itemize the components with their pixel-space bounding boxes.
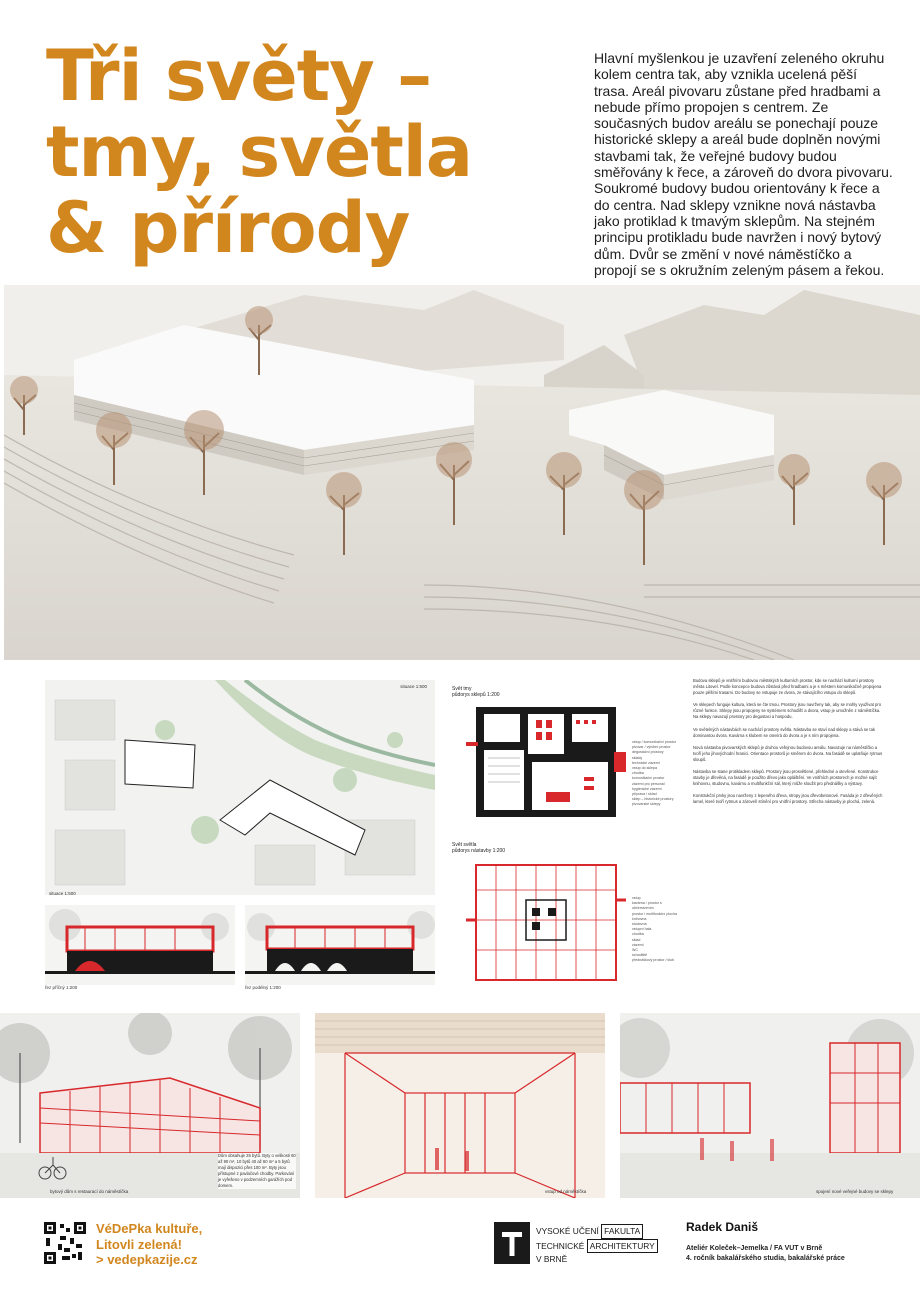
description-paragraph: Konstrukční prvky jsou navrženy z lepeného dřeva, stropy jsou dřevobetonové. Fasáda je z dřevěných lamel, které tvoří rytmus a zároveň stínění pro vnitřní prostory. Střecha nástavby je plochá, zelená. xyxy=(693,793,883,805)
poster-title xyxy=(46,35,566,269)
plan-cellars-legend: vstup / komunikační prostor pivovar / výrobní prostor degustační prostory sklady technické zázemí vstup do sklepa chodba komunikační prostor zázemí pro personál hygienické zázemí příprava / sklad sklep – historické prostory pivovarské sklepy xyxy=(632,740,676,807)
slogan-line-1: VéDePka kultuře, xyxy=(96,1221,203,1236)
website-link[interactable]: > vedepkazije.cz xyxy=(96,1252,198,1267)
section-cross xyxy=(45,905,235,990)
logo-text: VYSOKÉ UČENÍ FAKULTA TECHNICKÉ ARCHITEKTURY V BRNĚ xyxy=(536,1224,658,1266)
plan-addition-title: Svět světla půdorys nástavby 1:200 xyxy=(452,842,506,854)
plan-addition-legend: vstup kavárna / prostor s občerstvením prostor / multifunkční plocha knihovna studovna vstupní hala chodba sklad zázemí WC schodiště přednáškový prostor / klub xyxy=(632,896,677,963)
section-cross-caption: řez příčný 1:200 xyxy=(45,985,78,990)
section-long-caption: řez podélný 1:200 xyxy=(245,985,281,990)
render-connection xyxy=(620,1013,920,1198)
affiliation: Ateliér Koleček–Jemelka / FA VUT v Brně 4. ročník bakalářského studia, bakalářské práce xyxy=(686,1245,845,1262)
render-connection-caption: spojení nové veřejné budovy se sklepy xyxy=(816,1189,894,1194)
intro-text: Hlavní myšlenkou je uzavření zeleného okruhu kolem centra tak, aby vznikla ucelená pěší trasa. Areál pivovaru zůstane před hradbami a nebude přímo propojen s centrem. Ze současných budov areálu se ponechají pouze historické sklepy a areál bude doplněn novými stavbami tak, že veřejné budovy budou směřovány k řece, a zároveň do dvora pivovaru. Soukromé budovy budou orientovány k řece a do centra. Nad sklepy vznikne nová nástavba jako protiklad k tmavým sklepům. Na stejném principu protikladu bude navržen i nový bytový dům. Dvůr se změní v nové náměstíčko a propojí se s okružním zeleným pásem a řekou. xyxy=(594,50,893,278)
plan-cellars xyxy=(446,680,686,830)
render-housing-text: Dům obsahuje 25 bytů. Byty o velikosti 60 až 90 m², 10 bytů 40 až 60 m² a 5 bytů mají dispozici přes 100 m². Byty jsou přístupné z pavlačové chodby. Parkování je vyřešeno v podzemních garážích pod domem. xyxy=(218,1153,296,1188)
vut-logo-icon xyxy=(494,1222,530,1264)
description-paragraph: Nástavba se stane protikladem sklepů. Prostory jsou prosvětlené, přehledné a otevřené. Konstrukce stavby je dřevěná, na fasádě je použito dřevo jako opláštění. Ve vnitřních prostorech je možné najít knihovnu, studovnu, kavárnu a multifunkční sál, který může sloužit pro přednášky a výstavy. xyxy=(693,769,879,787)
render-housing xyxy=(0,1013,300,1198)
description-paragraph: Nová nástavba pivovarských sklepů je druhou veřejnou budovou areálu. Navazuje na náměstíčko a tvoří jeho jihovýchodní hranici. Orientace prostorů je směrem do dvora. Na fasádě se uplatňuje rytmus sloupů. xyxy=(693,744,883,762)
qr-code-icon[interactable] xyxy=(44,1222,86,1264)
title-line-1: Tři světy – xyxy=(46,35,432,117)
situation-scale-top: situace 1:500 xyxy=(400,684,427,689)
description-paragraph: Budova sklepů je vnitřním budovou městských kulturních prostor, kde se nachází kulturní prostory města Litovel. Podle koncepce budova zůstává před hradbami a je s městem komunikačně propojena pouze pěšími trasami. Do budovy se vstupuje ze dvora, ze stávajícího vstupu do sklepů. xyxy=(693,678,882,696)
section-long xyxy=(245,905,435,990)
slogan xyxy=(96,1221,202,1268)
render-entrance-caption: vstup od náměstíčka xyxy=(545,1189,587,1194)
situation-scale-bottom: situace 1:500 xyxy=(49,891,76,895)
site-plan xyxy=(45,680,435,895)
plan-addition xyxy=(446,840,686,990)
model-photo xyxy=(4,285,920,660)
slogan-line-2: Litovli zelená! xyxy=(96,1236,182,1252)
title-line-2: tmy, světla xyxy=(46,111,473,193)
render-housing-caption: bytový dům s restaurací do náměstíčka xyxy=(50,1189,129,1194)
author-name: Radek Daniš xyxy=(686,1220,759,1234)
description-column xyxy=(693,678,883,812)
plan-cellars-title: Svět tmy půdorys sklepů 1:200 xyxy=(452,686,500,698)
render-entrance xyxy=(315,1013,605,1198)
description-paragraph: Ve sklepech funguje kultura, která se čte tmou. Prostory jsou navrženy tak, aby se mohly využívat pro různé funkce. Sklepy jsou propojeny se systémem schodišť a dvora, vstup je umožněn z náměstíčka. Na sklepy navazují prostory pro degustaci a hospodu. xyxy=(693,702,882,720)
title-line-3: & přírody xyxy=(46,187,410,269)
description-paragraph: Ve světelných nástavbách se nachází prostory světla. Nástavba se staví nad sklepy a stává se tak dominantou dvora. Kavárna s klubem se otevírá do dvora a je s ním propojena. xyxy=(693,726,876,738)
vut-fa-logo xyxy=(494,1222,670,1264)
